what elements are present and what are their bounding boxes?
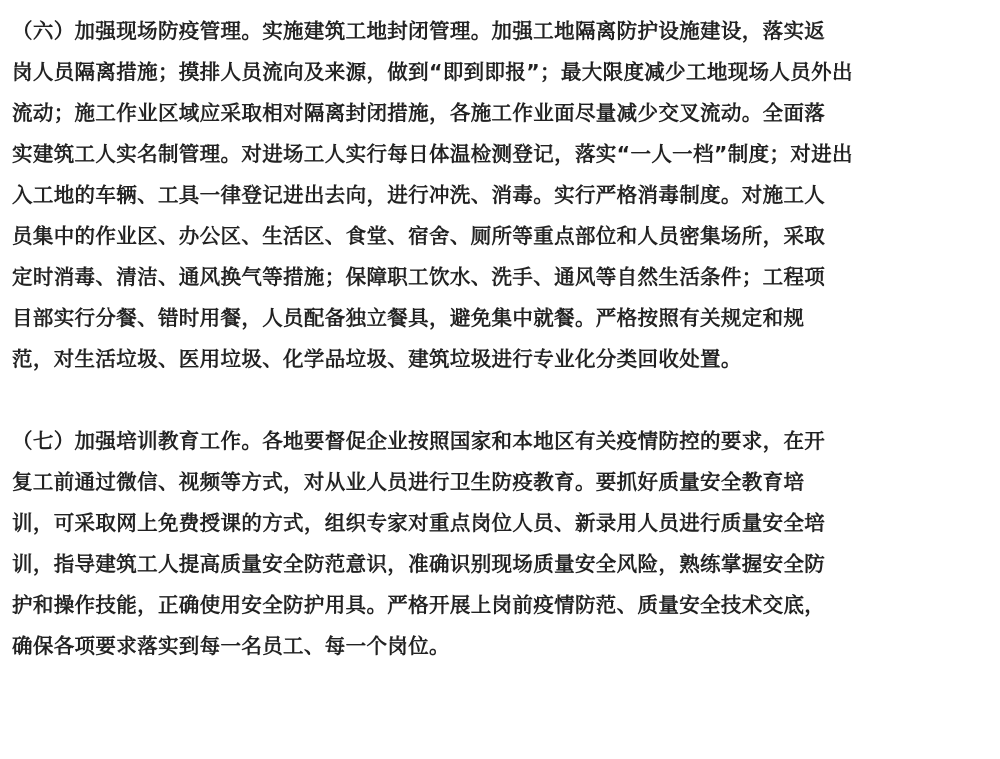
text-line: （六）加强现场防疫管理。实施建筑工地封闭管理。加强工地隔离防护设施建设，落实返: [12, 19, 826, 43]
text-line: 复工前通过微信、视频等方式，对从业人员进行卫生防疫教育。要抓好质量安全教育培: [12, 470, 805, 494]
text-line: 目部实行分餐、错时用餐，人员配备独立餐具，避免集中就餐。严格按照有关规定和规: [12, 306, 805, 330]
text-line: 训，指导建筑工人提高质量安全防范意识，准确识别现场质量安全风险，熟练掌握安全防: [12, 552, 826, 576]
text-line: （七）加强培训教育工作。各地要督促企业按照国家和本地区有关疫情防控的要求，在开: [12, 429, 826, 453]
document-body: [12, 11, 990, 667]
text-line: 定时消毒、清洁、通风换气等措施；保障职工饮水、洗手、通风等自然生活条件；工程项: [12, 265, 826, 289]
text-line: 护和操作技能，正确使用安全防护用具。严格开展上岗前疫情防范、质量安全技术交底，: [12, 593, 826, 617]
text-line: 实建筑工人实名制管理。对进场工人实行每日体温检测登记，落实“一人一档”制度；对进出: [12, 142, 853, 166]
text-line: 入工地的车辆、工具一律登记进出去向，进行冲洗、消毒。实行严格消毒制度。对施工人: [12, 183, 826, 207]
text-line: 岗人员隔离措施；摸排人员流向及来源，做到“即到即报”；最大限度减少工地现场人员外出: [12, 60, 853, 84]
text-line: 确保各项要求落实到每一名员工、每一个岗位。: [12, 634, 450, 658]
text-line: 员集中的作业区、办公区、生活区、食堂、宿舍、厕所等重点部位和人员密集场所，采取: [12, 224, 826, 248]
text-line: 流动；施工作业区域应采取相对隔离封闭措施，各施工作业面尽量减少交叉流动。全面落: [12, 101, 826, 125]
paragraph-gap: [12, 380, 990, 421]
text-line: 范，对生活垃圾、医用垃圾、化学品垃圾、建筑垃圾进行专业化分类回收处置。: [12, 347, 742, 371]
section-6-site-epidemic-management: [12, 11, 990, 380]
text-line: 训，可采取网上免费授课的方式，组织专家对重点岗位人员、新录用人员进行质量安全培: [12, 511, 826, 535]
section-7-training-education: [12, 421, 990, 667]
